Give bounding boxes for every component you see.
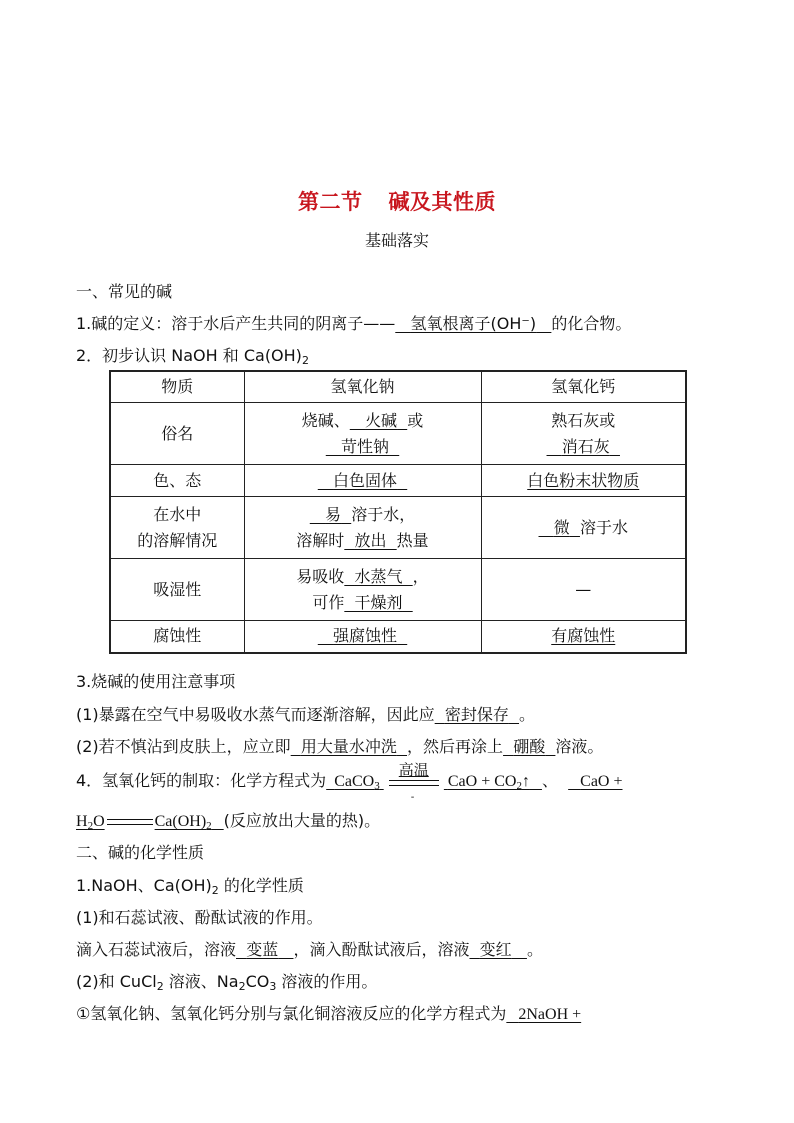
row-label xyxy=(110,497,244,559)
cell-text: 溶解时 xyxy=(296,530,345,550)
preparation-equation xyxy=(76,760,623,803)
cell-text: 烧碱、 xyxy=(301,410,350,430)
answer-blank xyxy=(503,737,555,756)
header-substance: 物质 xyxy=(110,371,244,403)
answer-blank xyxy=(435,705,519,724)
gas-arrow: ↑ xyxy=(521,773,530,790)
definition-tail: 的化合物。 xyxy=(551,314,632,333)
answer-blank xyxy=(318,471,407,490)
equation-cao-start xyxy=(568,773,622,790)
answer-text: 变蓝 xyxy=(246,940,279,959)
cell-text: 热量 xyxy=(396,530,429,550)
answer-blank xyxy=(318,626,407,645)
caution-heading: 3.烧碱的使用注意事项 xyxy=(76,672,236,691)
formula: Ca(OH) xyxy=(154,813,207,830)
cell-naoh xyxy=(244,559,481,621)
chem-props-heading xyxy=(76,875,304,897)
row-label: 色、态 xyxy=(110,465,244,497)
subscript: 2 xyxy=(238,980,246,993)
cell-naoh xyxy=(244,465,481,497)
heading-text: 1.NaOH、Ca(OH) xyxy=(76,876,212,895)
title-section-number: 第二节 xyxy=(298,190,363,214)
table-row-color-state xyxy=(110,465,686,497)
answer-text: 消石灰 xyxy=(561,436,610,456)
caution-tail: 。 xyxy=(519,705,536,724)
subscript: 2 xyxy=(156,980,164,993)
answer-blank xyxy=(344,593,412,612)
text: 溶液、Na xyxy=(163,972,239,991)
table-row-corrosive xyxy=(110,621,686,653)
base-definition xyxy=(76,313,631,335)
answer-blank xyxy=(395,314,551,333)
cucl2-reaction xyxy=(76,1003,581,1026)
caution-text: ，然后再涂上 xyxy=(407,737,504,756)
section2-heading: 二、碱的化学性质 xyxy=(76,843,205,862)
properties-table xyxy=(109,370,687,654)
heading-text: 的化学性质 xyxy=(218,876,304,895)
answer-text: 放出 xyxy=(354,530,387,550)
text: 。 xyxy=(526,940,543,959)
caution-item-2 xyxy=(76,736,603,758)
caution-tail: 溶液。 xyxy=(555,737,604,756)
indicator-heading: (1)和石蕊试液、酚酞试液的作用。 xyxy=(76,908,323,927)
prep-note: (反应放出大量的热)。 xyxy=(223,811,381,830)
formula: CaCO xyxy=(334,773,375,790)
preparation-equation-cont xyxy=(76,810,380,833)
subscript: 2 xyxy=(516,780,522,792)
answer-text: 白色粉末状物质 xyxy=(527,470,640,490)
cell-text: 溶于水， xyxy=(351,504,416,524)
answer-text: 用大量水冲洗 xyxy=(300,737,397,756)
answer-text: 微 xyxy=(553,517,570,537)
cell-text: 溶于水 xyxy=(579,517,628,537)
cell-text: 或 xyxy=(407,410,424,430)
table-row-hygroscopic xyxy=(110,559,686,621)
equation-caco3 xyxy=(326,773,384,790)
formula: CaO + CO xyxy=(447,773,517,790)
reaction-condition: 高温 xyxy=(398,760,429,779)
cell-caoh xyxy=(481,465,686,497)
equation-h2o xyxy=(76,813,224,830)
answer-text: 密封保存 xyxy=(444,705,509,724)
text: ①氢氧化钠、氢氧化钙分别与氯化铜溶液反应的化学方程式为 xyxy=(76,1004,507,1023)
text: CO xyxy=(245,972,270,991)
cell-text: 易吸收 xyxy=(296,566,345,586)
cell-text: 可作 xyxy=(312,592,345,612)
cell-naoh xyxy=(244,621,481,653)
answer-blank xyxy=(236,940,293,959)
page-title xyxy=(0,186,794,216)
answer-text: 2NaOH + xyxy=(518,1006,582,1023)
caution-text: (2)若不慎沾到皮肤上，应立即 xyxy=(76,737,291,756)
answer-blank xyxy=(350,411,407,430)
intro-text: 2．初步认识 NaOH 和 Ca(OH) xyxy=(76,346,302,365)
prep-text: 4．氢氧化钙的制取：化学方程式为 xyxy=(76,771,327,790)
caution-item-1 xyxy=(76,704,535,726)
answer-text: 白色固体 xyxy=(333,470,398,490)
answer-blank xyxy=(344,567,412,586)
page-subtitle: 基础落实 xyxy=(364,231,429,250)
table-header-row xyxy=(110,371,686,403)
row-label-line: 的溶解情况 xyxy=(137,530,218,550)
answer-text: 火碱 xyxy=(365,410,398,430)
indicator-result xyxy=(76,939,543,961)
cell-caoh xyxy=(481,403,686,465)
equation-products xyxy=(444,773,542,790)
header-naoh: 氢氧化钠 xyxy=(244,371,481,403)
text: 溶液的作用。 xyxy=(276,972,378,991)
separator: 、 xyxy=(541,771,558,790)
text: ，滴入酚酞试液后，溶液 xyxy=(293,940,470,959)
title-topic: 碱及其性质 xyxy=(388,190,496,214)
cell-text: ， xyxy=(412,566,429,586)
answer-blank xyxy=(539,518,580,537)
definition-text: 1.碱的定义：溶于水后产生共同的阴离子—— xyxy=(76,314,396,333)
answer-blank xyxy=(506,1006,581,1023)
row-label: 吸湿性 xyxy=(110,559,244,621)
text: 滴入石蕊试液后，溶液 xyxy=(76,940,237,959)
answer-blank xyxy=(310,505,351,524)
cell-caoh xyxy=(481,497,686,559)
answer-blank xyxy=(344,531,396,550)
caution-text: (1)暴露在空气中易吸收水蒸气而逐渐溶解，因此应 xyxy=(76,705,435,724)
cell-naoh xyxy=(244,497,481,559)
formula: H xyxy=(76,813,88,830)
cell-caoh: — xyxy=(481,559,686,621)
answer-blank xyxy=(547,437,620,456)
table-row-solubility xyxy=(110,497,686,559)
subscript: 2 xyxy=(206,820,212,832)
equals-high-temp xyxy=(389,760,439,803)
answer-text: 苛性钠 xyxy=(341,436,390,456)
cell-text: 熟石灰或 xyxy=(551,410,616,430)
answer-blank xyxy=(326,437,399,456)
subscript: 2 xyxy=(301,354,309,367)
answer-text: 硼酸 xyxy=(513,737,546,756)
answer-text: 变红 xyxy=(479,940,512,959)
salt-reaction-heading xyxy=(76,971,377,993)
answer-text: 干燥剂 xyxy=(354,592,403,612)
table-row-common-name xyxy=(110,403,686,465)
text: (2)和 CuCl xyxy=(76,972,157,991)
row-label: 俗名 xyxy=(110,403,244,465)
formula: CaO + xyxy=(580,773,623,790)
formula: O xyxy=(93,813,105,830)
subscript: 3 xyxy=(269,980,277,993)
answer-blank xyxy=(469,940,526,959)
section1-heading: 一、常见的碱 xyxy=(76,282,173,301)
row-label-line: 在水中 xyxy=(153,504,202,524)
cell-caoh xyxy=(481,621,686,653)
answer-text: 易 xyxy=(325,504,342,524)
answer-text: 水蒸气 xyxy=(354,566,403,586)
dash-mark: - xyxy=(410,791,415,803)
subscript: 2 xyxy=(211,884,219,897)
cell-naoh xyxy=(244,403,481,465)
intro-naoh-caoh xyxy=(76,345,309,367)
subscript: 2 xyxy=(87,820,94,832)
row-label: 腐蚀性 xyxy=(110,621,244,653)
answer-blank xyxy=(291,737,407,756)
answer-text: 有腐蚀性 xyxy=(551,626,616,646)
header-caoh: 氢氧化钙 xyxy=(481,371,686,403)
answer-hydroxide-ion: 氢氧根离子(OH⁻) xyxy=(410,314,537,333)
answer-text: 强腐蚀性 xyxy=(333,626,398,646)
subscript: 3 xyxy=(374,780,380,792)
